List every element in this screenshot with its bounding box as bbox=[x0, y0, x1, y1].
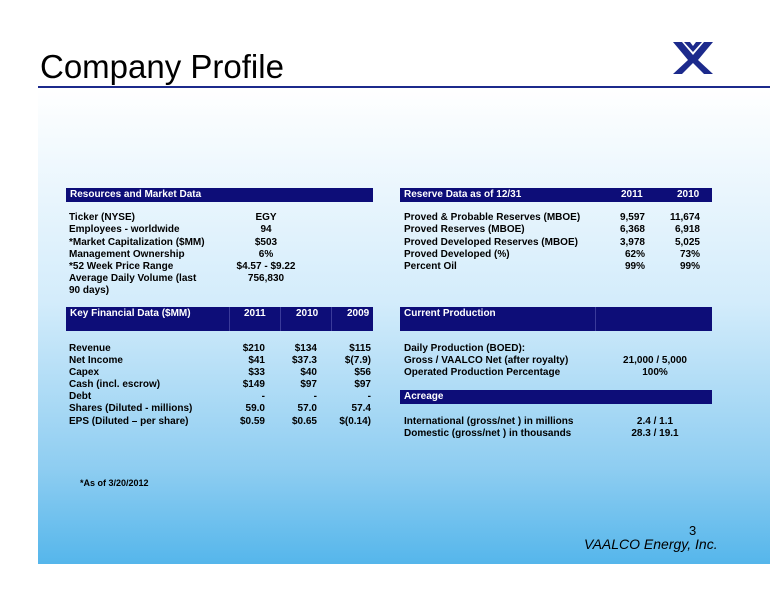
reserve-label: Proved Reserves (MBOE) bbox=[404, 224, 525, 235]
financial-value-2009: $97 bbox=[354, 379, 371, 390]
resources-label: Management Ownership bbox=[69, 249, 185, 260]
financial-value-2010: - bbox=[313, 391, 317, 402]
reserve-value-2011: 9,597 bbox=[619, 212, 645, 223]
financial-value-2009: $115 bbox=[349, 343, 371, 354]
production-label: Operated Production Percentage bbox=[404, 367, 561, 378]
resources-label: Employees - worldwide bbox=[69, 224, 180, 235]
reserve-value-2011: 6,368 bbox=[619, 224, 645, 235]
financial-value-2011: $0.59 bbox=[239, 416, 265, 427]
resources-value: $503 bbox=[254, 237, 278, 248]
financial-header: Key Financial Data ($MM) bbox=[70, 308, 191, 319]
financial-col-divider bbox=[229, 307, 230, 331]
financial-value-2010: $0.65 bbox=[291, 416, 317, 427]
reserve-header: Reserve Data as of 12/31 bbox=[404, 189, 522, 200]
financial-label: Net Income bbox=[69, 355, 123, 366]
reserve-col-2011: 2011 bbox=[621, 189, 643, 200]
financial-value-2010: $134 bbox=[294, 343, 317, 354]
reserve-value-2011: 62% bbox=[624, 249, 645, 260]
resources-value: 94 bbox=[260, 224, 272, 235]
resources-value: EGY bbox=[255, 212, 277, 223]
resources-label: Ticker (NYSE) bbox=[69, 212, 135, 223]
production-value: 21,000 / 5,000 bbox=[623, 355, 687, 366]
financial-value-2009: - bbox=[367, 391, 371, 402]
financial-value-2011: $149 bbox=[242, 379, 265, 390]
financial-col-divider bbox=[280, 307, 281, 331]
resources-value: 6% bbox=[258, 249, 274, 260]
financial-value-2011: - bbox=[261, 391, 265, 402]
financial-value-2009: $56 bbox=[354, 367, 371, 378]
financial-label: Cash (incl. escrow) bbox=[69, 379, 161, 390]
financial-value-2011: $210 bbox=[242, 343, 265, 354]
resources-label: 90 days) bbox=[69, 285, 110, 296]
financial-value-2009: $(0.14) bbox=[339, 416, 371, 427]
production-value: 100% bbox=[642, 367, 668, 378]
page-title: Company Profile bbox=[40, 48, 284, 85]
vaalco-logo-icon bbox=[673, 42, 713, 74]
financial-label: Revenue bbox=[69, 343, 111, 354]
financial-label: Capex bbox=[69, 367, 100, 378]
financial-label: EPS (Diluted – per share) bbox=[69, 416, 189, 427]
resources-header-band bbox=[66, 188, 373, 202]
financial-value-2009: 57.4 bbox=[351, 403, 371, 414]
reserve-header-band bbox=[400, 188, 712, 202]
acreage-label: Domestic (gross/net ) in thousands bbox=[404, 428, 572, 439]
production-label: Gross / VAALCO Net (after royalty) bbox=[404, 355, 569, 366]
financial-col-divider bbox=[331, 307, 332, 331]
financial-value-2010: $37.3 bbox=[291, 355, 317, 366]
acreage-header: Acreage bbox=[404, 391, 444, 402]
acreage-value: 28.3 / 19.1 bbox=[631, 428, 679, 439]
reserve-value-2010: 73% bbox=[679, 249, 700, 260]
reserve-label: Proved Developed Reserves (MBOE) bbox=[404, 237, 578, 248]
financial-header-band bbox=[66, 307, 373, 331]
financial-label: Shares (Diluted - millions) bbox=[69, 403, 193, 414]
reserve-label: Proved Developed (%) bbox=[404, 249, 510, 260]
reserve-value-2010: 11,674 bbox=[669, 212, 700, 223]
reserve-value-2010: 99% bbox=[679, 261, 700, 272]
resources-label: *52 Week Price Range bbox=[69, 261, 174, 272]
production-header-band bbox=[400, 307, 712, 331]
acreage-value: 2.4 / 1.1 bbox=[636, 416, 674, 427]
page-number: 3 bbox=[689, 523, 697, 538]
reserve-value-2011: 99% bbox=[624, 261, 645, 272]
reserve-label: Percent Oil bbox=[404, 261, 457, 272]
acreage-header-band bbox=[400, 390, 712, 404]
reserve-value-2010: 6,918 bbox=[674, 224, 700, 235]
reserve-value-2011: 3,978 bbox=[619, 237, 645, 248]
financial-value-2011: 59.0 bbox=[245, 403, 265, 414]
financial-value-2010: $97 bbox=[300, 379, 317, 390]
financial-col-2009: 2009 bbox=[347, 308, 370, 319]
reserve-value-2010: 5,025 bbox=[674, 237, 700, 248]
production-label: Daily Production (BOED): bbox=[404, 343, 526, 354]
financial-value-2011: $33 bbox=[248, 367, 265, 378]
financial-value-2010: $40 bbox=[300, 367, 317, 378]
production-col-divider bbox=[595, 307, 596, 331]
resources-header: Resources and Market Data bbox=[70, 189, 202, 200]
reserve-label: Proved & Probable Reserves (MBOE) bbox=[404, 212, 581, 223]
financial-value-2011: $41 bbox=[248, 355, 265, 366]
production-header: Current Production bbox=[404, 308, 496, 319]
resources-value: 756,830 bbox=[247, 273, 285, 284]
footnote: *As of 3/20/2012 bbox=[80, 478, 149, 488]
resources-label: Average Daily Volume (last bbox=[69, 273, 197, 284]
company-name: VAALCO Energy, Inc. bbox=[584, 536, 718, 552]
financial-col-2011: 2011 bbox=[244, 308, 266, 319]
financial-col-2010: 2010 bbox=[296, 308, 319, 319]
resources-label: *Market Capitalization ($MM) bbox=[69, 237, 205, 248]
reserve-col-2010: 2010 bbox=[677, 189, 700, 200]
financial-label: Debt bbox=[69, 391, 92, 402]
acreage-label: International (gross/net ) in millions bbox=[404, 416, 574, 427]
resources-value: $4.57 - $9.22 bbox=[236, 261, 296, 272]
financial-value-2010: 57.0 bbox=[297, 403, 317, 414]
financial-value-2009: $(7.9) bbox=[344, 355, 371, 366]
